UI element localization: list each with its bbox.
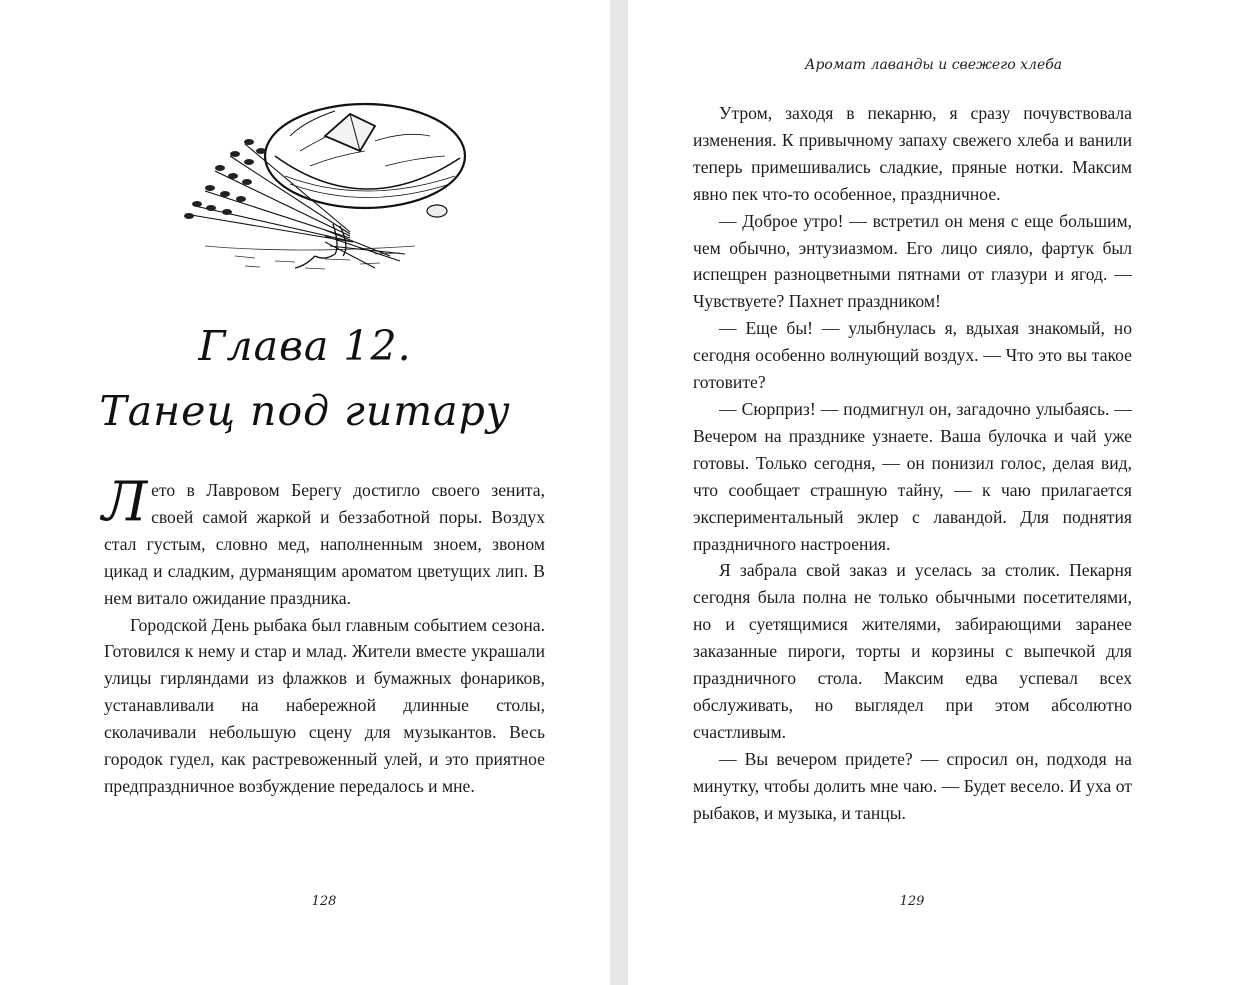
drop-cap: Л (102, 470, 148, 533)
paragraph: — Доброе утро! — встретил он меня с еще большим, чем обычно, энтузиазмом. Его лицо сияло, фартук был испещрен разноцветными пятнами от глазури и ягод. — Чувствуете? Пахнет праздником! (693, 210, 1132, 312)
right-page-body (693, 100, 1132, 826)
paragraph: Я забрала свой заказ и уселась за столик. Пекарня сегодня была полна не только обычными посетителями, но и суетящимися жителями, забирающими заранее заказанные пироги, торты и корзины с выпечкой для праздничного стола. Максим едва успевал всех обслуживать, но выглядел при этом абсолютно счастливым. (693, 560, 1132, 742)
paragraph (102, 470, 545, 612)
paragraph: Городской День рыбака был главным событием сезона. Готовился к нему и стар и млад. Жители вместе украшали улицы гирляндами из флажков и бумажных фонариков, устанавливали на набережной длинные столы, сколачивали небольшую сцену для музыкантов. Весь городок гудел, как растревоженный улей, и это приятное предпраздничное возбуждение передалось и мне. (104, 614, 545, 796)
page-number-left: 128 (311, 894, 337, 909)
chapter-title-line2: Танец под гитару (99, 387, 511, 435)
paragraph: — Сюрприз! — подмигнул он, загадочно улыбаясь. — Вечером на празднике узнаете. Ваша булочка и чай уже готовы. Только сегодня, — он понизил голос, делая вид, что сообщает страшную тайну, — к чаю прилагается экспериментальный эклер с лавандой. Для поднятия праздничного настроения. (693, 398, 1132, 554)
bread-lavender-illustration (175, 96, 475, 276)
left-page-body (102, 470, 545, 800)
paragraph: — Еще бы! — улыбнулась я, вдыхая знакомый, но сегодня особенно волнующий воздух. — Что это вы такое готовите? (693, 318, 1132, 393)
paragraph: — Вы вечером придете? — спросил он, подходя на минутку, чтобы долить мне чаю. — Будет весело. И уха от рыбаков, и музыка, и танцы. (693, 748, 1132, 823)
chapter-title-line1: Глава 12. (198, 322, 412, 370)
paragraph: Утром, заходя в пекарню, я сразу почувствовала изменения. К привычному запаху свежего хлеба и ванили теперь примешивались сладкие, пряные нотки. Максим явно пек что-то особенное, праздничное. (693, 103, 1132, 204)
running-header: Аромат лаванды и свежего хлеба (804, 57, 1063, 73)
page-number-right: 129 (899, 894, 925, 909)
paragraph-text: ето в Лавровом Берегу достигло своего зенита, своей самой жаркой и беззаботной поры. Воздух стал густым, словно мед, наполненным зноем, звоном цикад и сладким, дурманящим ароматом цветущих лип. В нем витало ожидание праздника. (104, 480, 545, 608)
book-gutter (610, 0, 628, 985)
